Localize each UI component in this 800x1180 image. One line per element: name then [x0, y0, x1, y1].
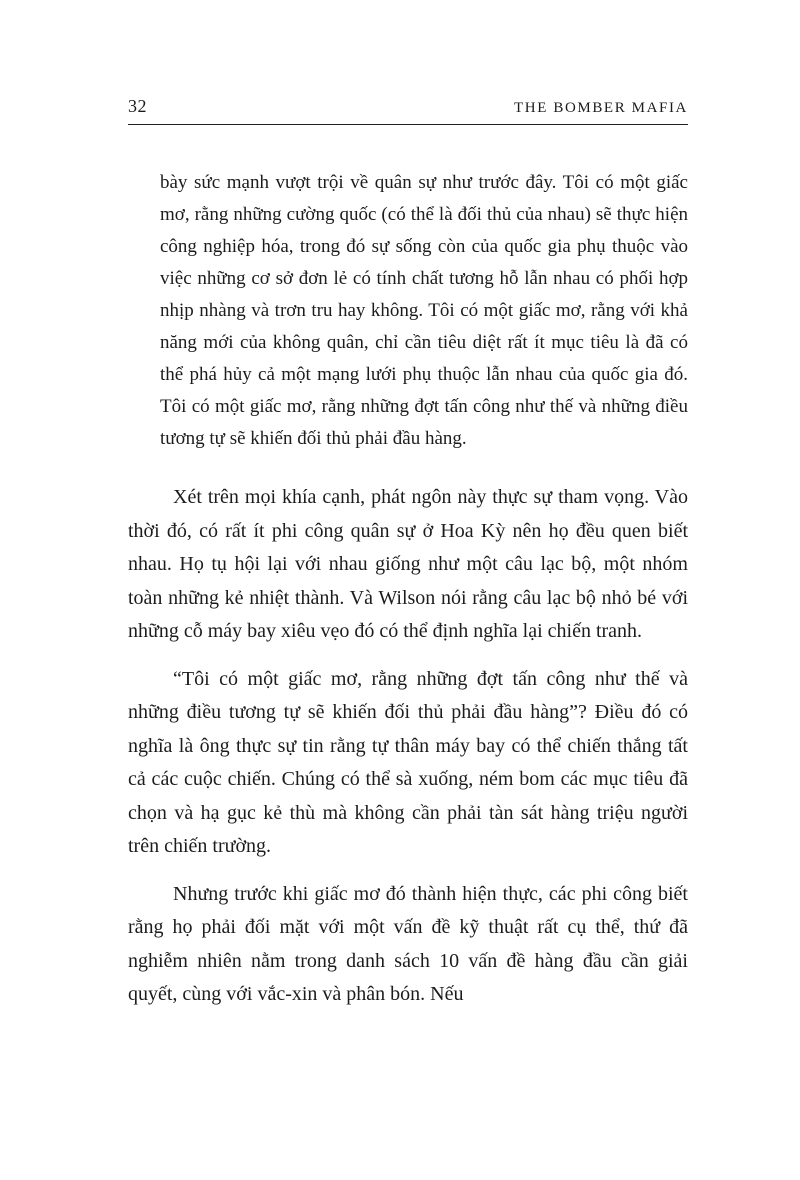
- header-rule: [128, 124, 688, 125]
- page-number: 32: [128, 96, 147, 116]
- running-title: THE BOMBER MAFIA: [514, 100, 688, 116]
- paragraph-3: Nhưng trước khi giấc mơ đó thành hiện thực, các phi công biết rằng họ phải đối mặt với một vấn đề kỹ thuật rất cụ thể, thứ đã nghiễm nhiên nằm trong danh sách 10 vấn đề hàng đầu cần giải quyết, cùng với vắc-xin và phân bón. Nếu: [128, 882, 688, 1005]
- page-header: [128, 96, 688, 117]
- block-quote: bày sức mạnh vượt trội về quân sự như trước đây. Tôi có một giấc mơ, rằng những cường quốc (có thể là đối thủ của nhau) sẽ thực hiện công nghiệp hóa, trong đó sự sống còn của quốc gia phụ thuộc vào việc những cơ sở đơn lẻ có tính chất tương hỗ lẫn nhau có phối hợp nhịp nhàng và trơn tru hay không. Tôi có một giấc mơ, rằng với khả năng mới của không quân, chỉ cần tiêu diệt rất ít mục tiêu là đã có thể phá hủy cả một mạng lưới phụ thuộc lẫn nhau của quốc gia đó. Tôi có một giấc mơ, rằng những đợt tấn công như thế và những điều tương tự sẽ khiến đối thủ phải đầu hàng.: [160, 172, 688, 449]
- paragraph-1: Xét trên mọi khía cạnh, phát ngôn này thực sự tham vọng. Vào thời đó, có rất ít phi công quân sự ở Hoa Kỳ nên họ đều quen biết nhau. Họ tụ hội lại với nhau giống như một câu lạc bộ, một nhóm toàn những kẻ nhiệt thành. Và Wilson nói rằng câu lạc bộ nhỏ bé với những cỗ máy bay xiêu vẹo đó có thể định nghĩa lại chiến tranh.: [128, 486, 688, 642]
- paragraph-2: “Tôi có một giấc mơ, rằng những đợt tấn công như thế và những điều tương tự sẽ khiến đối thủ phải đầu hàng”? Điều đó có nghĩa là ông thực sự tin rằng tự thân máy bay có thể chiến thắng tất cả các cuộc chiến. Chúng có thể sà xuống, ném bom các mục tiêu đã chọn và hạ gục kẻ thù mà không cần phải tàn sát hàng triệu người trên chiến trường.: [128, 667, 688, 857]
